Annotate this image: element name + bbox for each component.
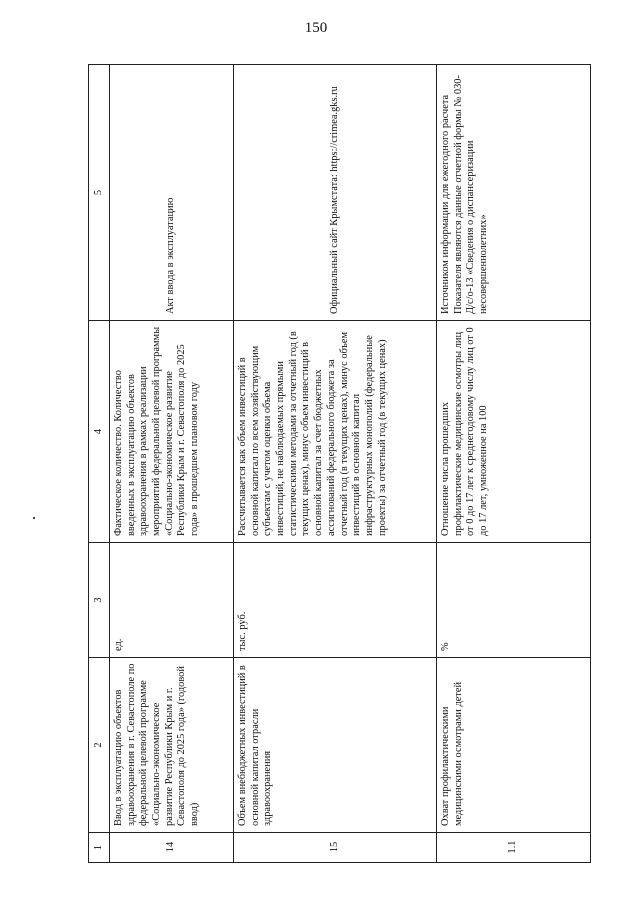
rotated-table-area: [88, 65, 606, 863]
data-source: Официальный сайт Крымстата: https://crimea.gks.ru: [234, 65, 437, 321]
row-number: 15: [234, 833, 437, 863]
table-header-row: [89, 65, 110, 863]
unit-of-measure: %: [437, 543, 591, 658]
header-col-4: 4: [89, 321, 110, 543]
indicator-name: Объем внебюджетных инвестиций в основной капитал отрасли здравоохранения: [234, 658, 437, 833]
data-source: Акт ввода в эксплуатацию: [110, 65, 234, 321]
row-number: 1.1: [437, 833, 591, 863]
header-col-3: 3: [89, 543, 110, 658]
unit-of-measure: ед.: [110, 543, 234, 658]
scan-speck: [33, 517, 35, 519]
calculation-method: Фактическое количество. Количество введенных в эксплуатацию объектов здравоохранения в рамках реализации мероприятий федеральной целевой программы «Социально-экономическое развитие Республики Крым и г. Севастополя до 2025 года» в прошедшем плановом году: [110, 321, 234, 543]
header-col-1: 1: [89, 833, 110, 863]
unit-of-measure: тыс. руб.: [234, 543, 437, 658]
table-row: [234, 65, 437, 863]
header-col-2: 2: [89, 658, 110, 833]
indicator-name: Охват профилактическими медицинскими осмотрами детей: [437, 658, 591, 833]
header-col-5: 5: [89, 65, 110, 321]
calculation-method: Отношение числа прошедших профилактические медицинские осмотры лиц от 0 до 17 лет к среднегодовому числу лиц от 0 до 17 лет, умноженное на 100: [437, 321, 591, 543]
calculation-method: Рассчитывается как объем инвестиций в основной капитал по всем хозяйствующим субъектам с учетом оценки объема инвестиций, не наблюдаемых прямыми статистическими методами за отчетный год (в текущих ценах), минус объем инвестиций в основной капитал за счет бюджетных ассигнований федерального бюджета за отчетный год (в текущих ценах), минус объем инвестиций в основной капитал инфраструктурных монополий (федеральные проекты) за отчетный год (в текущих ценах): [234, 321, 437, 543]
table-rotation: [88, 65, 606, 863]
indicator-name: Ввод в эксплуатацию объектов здравоохранения в г. Севастополе по федеральной целевой программе «Социально-экономическое развитие Республики Крым и г. Севастополя до 2025 года» (годовой ввод): [110, 658, 234, 833]
page-number: 150: [304, 20, 328, 36]
indicators-table: [88, 64, 591, 863]
table-row: [110, 65, 234, 863]
row-number: 14: [110, 833, 234, 863]
table-row: [437, 65, 591, 863]
data-source: Источником информации для ежегодного расчета Показателя являются данные отчетной формы № 030-Д/с/о-13 «Сведения о диспансеризации несовершеннолетних»: [437, 65, 591, 321]
